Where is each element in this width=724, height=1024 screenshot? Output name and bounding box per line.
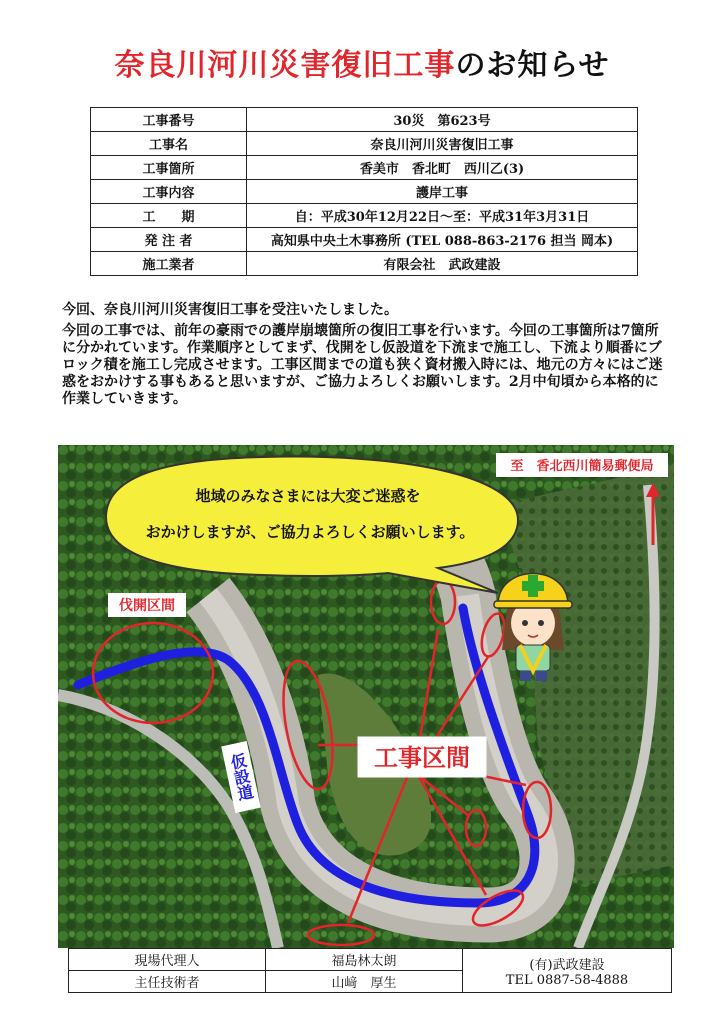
row-value: 有限会社 武政建設 [247,252,638,276]
role-cell: 主任技術者 [69,971,266,993]
row-label: 工事内容 [91,180,247,204]
notice-body [62,302,672,412]
row-value: 奈良川河川災害復旧工事 [247,132,638,156]
table-row [91,132,638,156]
row-label: 工事箇所 [91,156,247,180]
title-red-part: 奈良川河川災害復旧工事 [114,48,456,83]
site-contact-table [68,948,672,993]
row-value: 自：平成30年12月22日～至：平成31年3月31日 [247,204,638,228]
table-row [91,156,638,180]
company-name: (有)武政建設 [529,957,605,973]
work-section-label: 工事区間 [374,744,470,772]
company-tel: TEL 0887-58-4888 [505,972,629,988]
project-info-table [90,107,638,276]
temp-road-label: 仮設道 [226,751,256,803]
clearing-label: 伐開区間 [119,598,175,614]
table-row [91,228,638,252]
name-cell: 福島林太朗 [266,949,463,971]
row-value: 30災 第623号 [247,108,638,132]
row-label: 工事名 [91,132,247,156]
role-cell: 現場代理人 [69,949,266,971]
paragraph: 今回の工事では、前年の豪雨での護岸崩壊箇所の復旧工事を行います。今回の工事箇所は7箇所に分かれています。作業順序としてまず、伐開をし仮設道を下流まで施工し、下流より順番にブロック積を施工し完成させます。工事区間までの道も狭く資材搬入時には、地元の方々にはご迷惑をおかけする事もあると思いますが、ご協力よろしくお願いします。2月中旬頃から本格的に作業していきます。 [62,323,663,407]
paragraph: 今回、奈良川河川災害復旧工事を受注いたしました。 [62,302,398,318]
table-row [91,252,638,276]
title-black-part: のお知らせ [455,48,610,83]
row-label: 工事番号 [91,108,247,132]
row-value: 香美市 香北町 西川乙(3) [247,156,638,180]
table-row [69,949,672,971]
table-row [91,108,638,132]
row-label: 発 注 者 [91,228,247,252]
row-label: 施工業者 [91,252,247,276]
table-row [91,180,638,204]
row-value: 高知県中央土木事務所 (TEL 088-863-2176 担当 岡本) [247,228,638,252]
row-label: 工 期 [91,204,247,228]
aerial-site-photo [58,445,674,948]
name-cell: 山﨑 厚生 [266,971,463,993]
speech-line-2: おかけしますが、ご協力よろしくお願いします。 [145,523,475,541]
table-row [91,204,638,228]
speech-line-1: 地域のみなさまには大変ご迷惑を [195,487,421,505]
company-cell [463,949,672,993]
post-office-label: 至 香北西川簡易郵便局 [510,459,654,474]
page-title [0,40,724,84]
row-value: 護岸工事 [247,180,638,204]
